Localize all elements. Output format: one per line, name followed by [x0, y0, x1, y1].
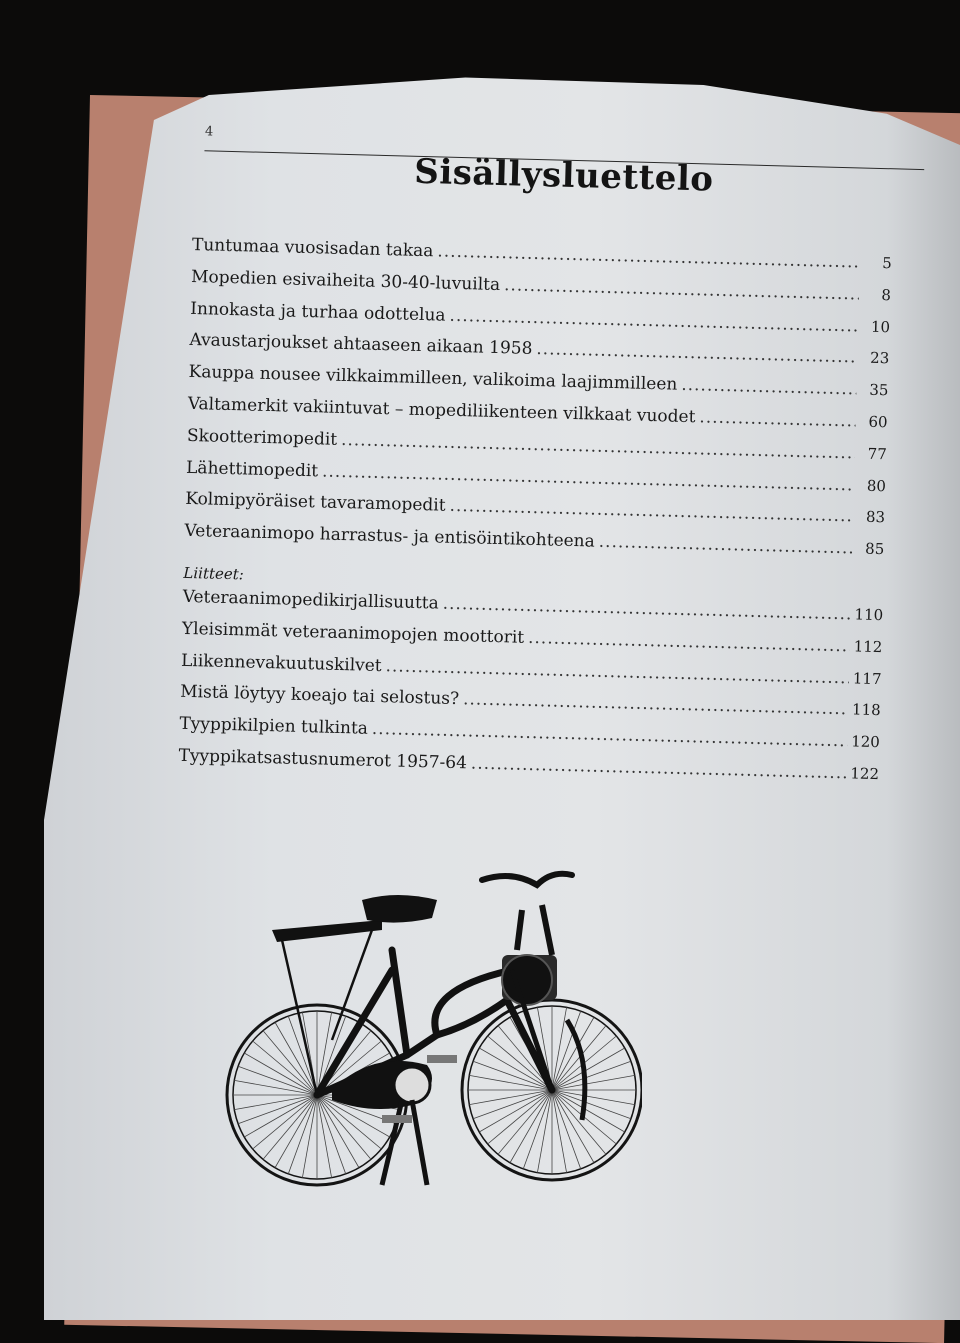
toc-entry-page: 60 — [868, 412, 888, 432]
dot-leader — [437, 241, 860, 272]
toc-entry-page: 8 — [881, 285, 892, 305]
toc-entry-label: Veteraanimopedikirjallisuutta — [182, 586, 440, 614]
toc-entry-page: 83 — [865, 508, 886, 527]
toc-entry-label: Kauppa nousee vilkkaimmilleen, valikoima laajimmilleen — [188, 362, 678, 395]
toc-entry-page: 77 — [867, 444, 887, 463]
table-of-contents — [178, 235, 892, 796]
handlebars — [482, 874, 572, 885]
toc-entry-page: 85 — [864, 539, 885, 559]
toc-entry-page: 10 — [870, 317, 891, 336]
rear-rack — [272, 920, 382, 942]
pedal — [427, 1055, 457, 1063]
page-title: Sisällysluettelo — [413, 151, 715, 200]
toc-entry-page: 35 — [869, 380, 889, 400]
appendix-list — [178, 587, 883, 796]
saddle — [362, 895, 437, 923]
toc-entry-label: Tuntumaa vuosisadan takaa — [191, 234, 434, 262]
toc-entry-page: 120 — [850, 732, 881, 752]
toc-entry-label: Mistä löytyy koeajo tai selostus? — [180, 682, 460, 710]
toc-entry-page: 80 — [866, 476, 887, 495]
toc-entry-label: Skootterimopedit — [186, 425, 338, 450]
toc-entry-label: Tyyppikatsastusnumerot 1957-64 — [178, 745, 468, 774]
dot-leader — [699, 407, 856, 431]
appendix-label: Liitteet: — [183, 563, 245, 584]
toc-entry-label: Innokasta ja turhaa odottelua — [190, 298, 446, 326]
toc-entry-page: 5 — [881, 254, 892, 273]
toc-entry-label: Avaustarjoukset ahtaaseen aikaan 1958 — [189, 330, 533, 360]
toc-entry-label: Liikennevakuutuskilvet — [180, 650, 382, 676]
toc-entry-label: Kolmipyöräiset tavaramopedit — [185, 489, 446, 517]
chainring — [394, 1067, 430, 1103]
toc-entry-label: Veteraanimopo harrastus- ja entisöintikohteena — [184, 521, 596, 552]
toc-entry-page: 117 — [852, 668, 882, 688]
toc-entry-label: Mopedien esivaiheita 30-40-luvuilta — [190, 266, 501, 295]
toc-entry-page: 112 — [853, 637, 883, 656]
dot-leader — [681, 375, 857, 400]
toc-entry-page: 118 — [851, 700, 881, 720]
toc-entry-page: 23 — [869, 349, 890, 368]
toc-entry-label: Yleisimmät veteraanimopojen moottorit — [181, 618, 525, 648]
toc-entry-label: Valtamerkit vakiintuvat – mopediliikenteen vilkkaat vuodet — [187, 393, 696, 428]
engine-cover — [502, 955, 552, 1005]
toc-entry-page: 122 — [850, 764, 880, 784]
toc-entry-page: 110 — [854, 605, 884, 625]
page-number: 4 — [204, 124, 214, 140]
chapter-list — [184, 235, 892, 571]
toc-entry-label: Lähettimopedit — [185, 457, 319, 481]
toc-entry-label: Tyyppikilpien tulkinta — [179, 713, 369, 739]
moped-bicycle-illustration — [222, 860, 642, 1215]
